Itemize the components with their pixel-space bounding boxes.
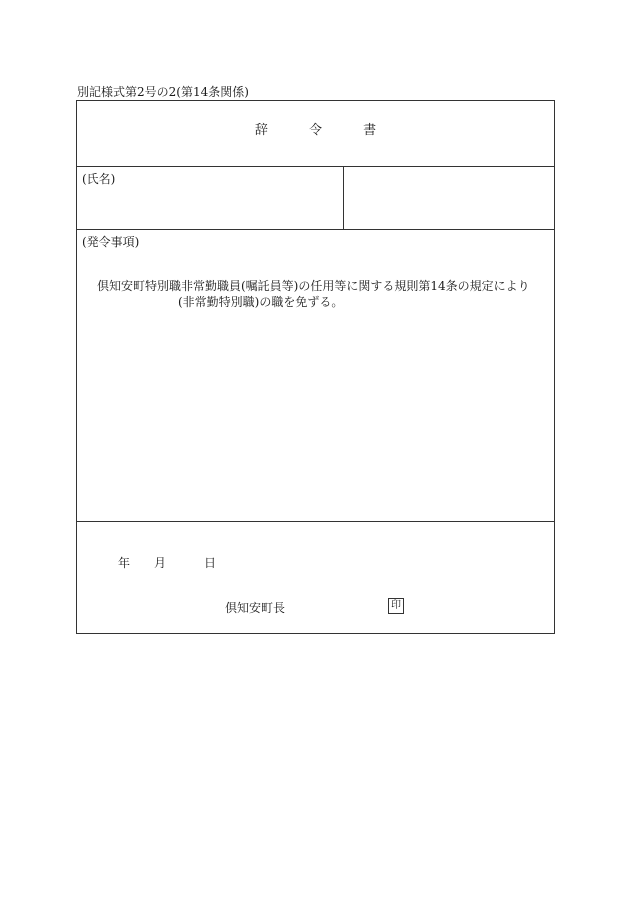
matter-row	[77, 230, 554, 522]
name-row	[77, 167, 554, 230]
title-char: 辞	[254, 123, 268, 138]
matter-label: (発令事項)	[82, 235, 140, 249]
name-label: (氏名)	[82, 172, 116, 186]
matter-text-line-1: 倶知安町特別職非常勤職員(嘱託員等)の任用等に関する規則第14条の規定により	[97, 279, 530, 293]
appointment-form	[76, 100, 555, 634]
date-year: 年	[118, 556, 131, 570]
form-caption: 別記様式第2号の2(第14条関係)	[77, 85, 249, 99]
title-char: 令	[308, 123, 322, 138]
name-side-cell	[344, 167, 554, 229]
footer-row	[77, 522, 554, 633]
title-row	[77, 101, 554, 167]
document-title	[77, 119, 554, 138]
seal-mark: 印	[388, 598, 404, 614]
date-line	[118, 554, 216, 571]
date-day: 日	[204, 556, 217, 570]
date-month: 月	[154, 556, 167, 570]
title-char: 書	[363, 123, 377, 138]
issuer-name: 倶知安町長	[225, 601, 286, 615]
matter-text-line-2: (非常勤特別職)の職を免ずる。	[178, 295, 344, 309]
name-cell	[77, 167, 344, 229]
